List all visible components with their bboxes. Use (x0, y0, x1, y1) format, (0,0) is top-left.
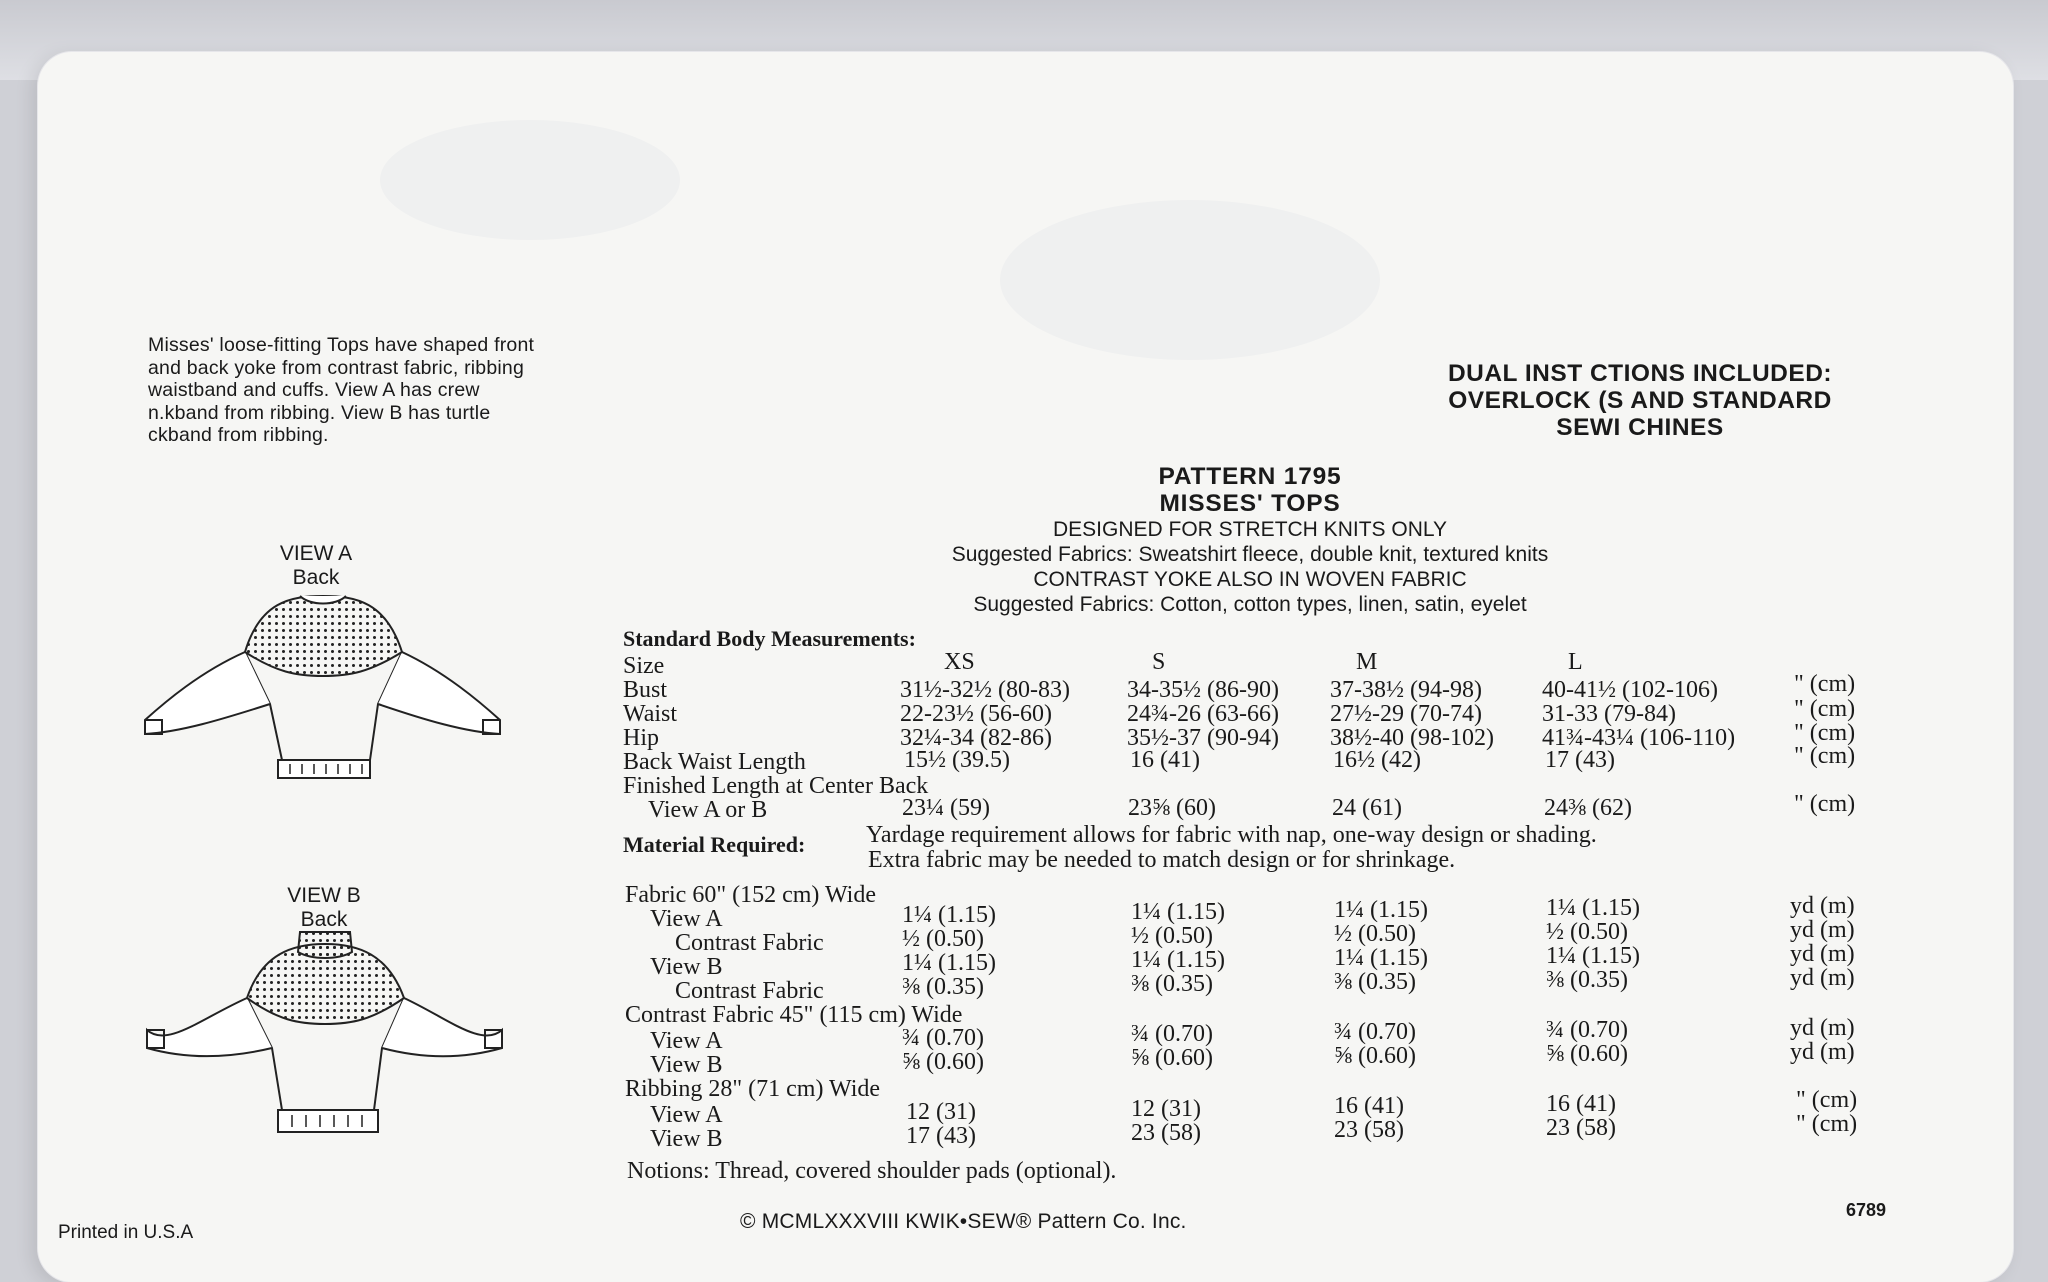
unit: " (cm) (1796, 1111, 1858, 1137)
cell: 16 (41) (1130, 747, 1200, 773)
view-a-subtitle: Back (292, 566, 340, 589)
row-label: View A (650, 1028, 723, 1054)
cell: 40-41½ (102-106) (1542, 677, 1718, 703)
unit: yd (m) (1790, 1039, 1855, 1065)
cell: 38½-40 (98-102) (1330, 725, 1494, 751)
pattern-number: PATTERN 1795 (1158, 463, 1342, 490)
row-label: View B (650, 954, 723, 980)
cell: 31-33 (79-84) (1542, 701, 1676, 727)
description-line: Misses' loose-fitting Tops have shaped front (148, 334, 535, 356)
unit: " (cm) (1794, 671, 1856, 697)
cell: 35½-37 (90-94) (1127, 725, 1279, 751)
sweater-turtle-neck-back-sketch-icon (142, 930, 508, 1140)
sweater-crew-neck-back-sketch-icon (140, 592, 506, 792)
cell: ⅝ (0.60) (1546, 1041, 1628, 1067)
cell: ¾ (0.70) (1334, 1019, 1416, 1045)
cell: 17 (43) (1545, 747, 1615, 773)
cell: 1¼ (1.15) (1131, 947, 1225, 973)
row-label: Ribbing 28" (71 cm) Wide (625, 1076, 881, 1102)
size-header-l: L (1568, 649, 1583, 675)
dual-line: SEWI CHINES (1556, 414, 1724, 441)
cell: 1¼ (1.15) (902, 902, 996, 928)
cell: ⅜ (0.35) (902, 974, 984, 1000)
cell: 34-35½ (86-90) (1127, 677, 1279, 703)
cell: ½ (0.50) (1131, 923, 1213, 949)
style-description (148, 334, 602, 447)
cell: ½ (0.50) (1334, 921, 1416, 947)
suggested-fabrics-main: Suggested Fabrics: Sweatshirt fleece, double knit, textured knits (951, 543, 1549, 566)
row-label: View A (650, 906, 723, 932)
cell: 23 (58) (1334, 1117, 1404, 1143)
cell: 22-23½ (56-60) (900, 701, 1052, 727)
cell: 24¾-26 (63-66) (1127, 701, 1279, 727)
cell: ⅜ (0.35) (1546, 967, 1628, 993)
cell: 23 (58) (1131, 1120, 1201, 1146)
row-label: Waist (623, 701, 678, 727)
cell: ¾ (0.70) (1131, 1021, 1213, 1047)
row-label: View B (650, 1126, 723, 1152)
designed-for: DESIGNED FOR STRETCH KNITS ONLY (1053, 518, 1447, 541)
material-note: Yardage requirement allows for fabric with nap, one-way design or shading. (866, 822, 1597, 848)
size-header-s: S (1152, 649, 1166, 675)
cell: 1¼ (1.15) (1334, 945, 1428, 971)
material-note: Extra fabric may be needed to match design or for shrinkage. (868, 847, 1456, 873)
cell: ⅜ (0.35) (1131, 971, 1213, 997)
cell: 12 (31) (1131, 1096, 1201, 1122)
view-a-label (236, 542, 396, 590)
cell: ⅝ (0.60) (902, 1049, 984, 1075)
contrast-yoke-note: CONTRAST YOKE ALSO IN WOVEN FABRIC (1033, 568, 1467, 591)
cell: ¾ (0.70) (1546, 1017, 1628, 1043)
row-label: Size (623, 653, 665, 679)
cell: 32¼-34 (82-86) (900, 725, 1052, 751)
view-b-subtitle: Back (300, 908, 348, 931)
cell: ⅝ (0.60) (1131, 1045, 1213, 1071)
cell: 12 (31) (906, 1099, 976, 1125)
copyright: © MCMLXXXVIII KWIK•SEW® Pattern Co. Inc. (740, 1210, 1187, 1233)
cell: 23¼ (59) (902, 795, 990, 821)
description-line: ckband from ribbing. (148, 424, 329, 446)
pattern-name: MISSES' TOPS (1159, 490, 1341, 517)
cell: 27½-29 (70-74) (1330, 701, 1482, 727)
cell: 37-38½ (94-98) (1330, 677, 1482, 703)
unit: " (cm) (1794, 696, 1856, 722)
row-label: View A (650, 1102, 723, 1128)
unit: yd (m) (1790, 893, 1855, 919)
cell: 17 (43) (906, 1123, 976, 1149)
unit: yd (m) (1790, 941, 1855, 967)
row-label: Back Waist Length (623, 749, 806, 775)
cell: 41¾-43¼ (106-110) (1542, 725, 1736, 751)
cell: 15½ (39.5) (904, 747, 1010, 773)
cell: ½ (0.50) (1546, 919, 1628, 945)
pattern-info (830, 463, 1670, 617)
view-b-title: VIEW B (287, 884, 361, 907)
size-header-xs: XS (944, 649, 975, 675)
unit: " (cm) (1794, 720, 1856, 746)
paper-smudge (1000, 200, 1380, 360)
description-line: and back yoke from contrast fabric, ribbing (148, 356, 525, 379)
unit: yd (m) (1790, 1015, 1855, 1041)
cell: ¾ (0.70) (902, 1025, 984, 1051)
suggested-fabrics-contrast: Suggested Fabrics: Cotton, cotton types, linen, satin, eyelet (973, 593, 1527, 616)
cell: 1¼ (1.15) (1546, 895, 1640, 921)
measurements-heading: Standard Body Measurements: (623, 626, 916, 651)
cell: 31½-32½ (80-83) (900, 677, 1070, 703)
row-label: Contrast Fabric (675, 930, 824, 956)
view-b-label (244, 884, 404, 932)
cell: 16 (41) (1334, 1093, 1404, 1119)
cell: 24⅜ (62) (1544, 795, 1632, 821)
cell: 1¼ (1.15) (1546, 943, 1640, 969)
description-line: waistband and cuffs. View A has crew (148, 379, 480, 401)
row-label: Contrast Fabric (675, 978, 824, 1004)
unit: yd (m) (1790, 965, 1855, 991)
row-label: View A or B (648, 797, 768, 823)
row-label: Finished Length at Center Back (623, 773, 929, 799)
notions: Notions: Thread, covered shoulder pads (optional). (627, 1158, 1117, 1184)
printed-in: Printed in U.S.A (58, 1222, 194, 1243)
cell: 1¼ (1.15) (902, 950, 996, 976)
paper-smudge (380, 120, 680, 240)
envelope-code: 6789 (1846, 1200, 1887, 1220)
dual-line: DUAL INST CTIONS INCLUDED: (1447, 360, 1833, 387)
cell: 1¼ (1.15) (1334, 897, 1428, 923)
unit: yd (m) (1790, 917, 1855, 943)
row-label: Hip (623, 725, 659, 751)
unit: " (cm) (1794, 791, 1856, 817)
cell: 23 (58) (1546, 1115, 1616, 1141)
cell: 16 (41) (1546, 1091, 1616, 1117)
unit: " (cm) (1796, 1087, 1858, 1113)
dual-line: OVERLOCK (S AND STANDARD (1448, 387, 1832, 414)
cell: ⅝ (0.60) (1334, 1043, 1416, 1069)
material-heading: Material Required: (623, 832, 806, 857)
row-label: Contrast Fabric 45" (115 cm) Wide (625, 1002, 963, 1028)
cell: 1¼ (1.15) (1131, 899, 1225, 925)
cell: 16½ (42) (1333, 747, 1421, 773)
size-header-m: M (1356, 649, 1378, 675)
description-line: n.kband from ribbing. View B has turtle (148, 401, 491, 424)
cell: 23⅝ (60) (1128, 795, 1216, 821)
cell: 24 (61) (1332, 795, 1402, 821)
cell: ⅜ (0.35) (1334, 969, 1416, 995)
row-label: View B (650, 1052, 723, 1078)
dual-instructions-heading (1340, 360, 1940, 441)
cell: ½ (0.50) (902, 926, 984, 952)
view-a-title: VIEW A (279, 542, 353, 565)
unit: " (cm) (1794, 743, 1856, 769)
row-label: Bust (623, 677, 668, 703)
row-label: Fabric 60" (152 cm) Wide (625, 882, 876, 908)
